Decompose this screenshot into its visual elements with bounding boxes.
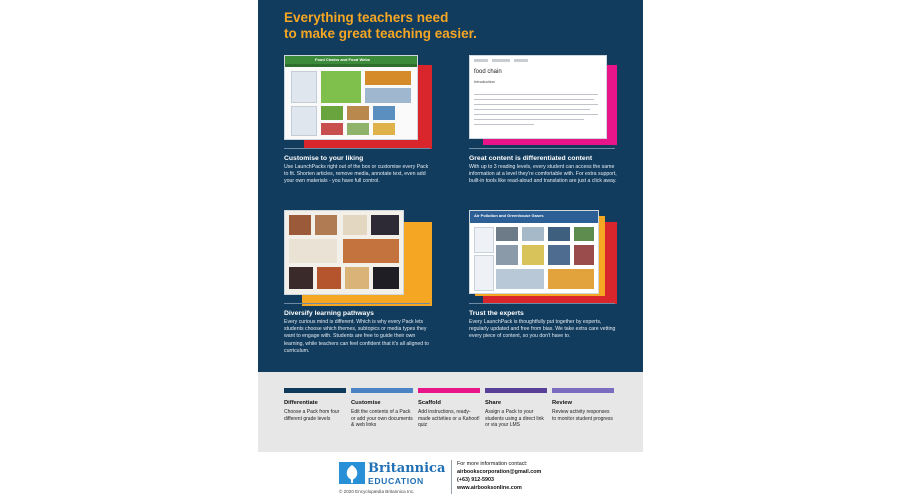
divider — [284, 303, 430, 304]
step-body: Edit the contents of a Pack or add your own documents & web links — [351, 409, 413, 429]
customise-screenshot — [284, 55, 434, 150]
image-thumb — [321, 123, 343, 135]
image-planet — [289, 267, 313, 289]
contact-website[interactable]: www.airbooksonline.com — [457, 485, 522, 491]
step-differentiate — [284, 388, 346, 422]
headline-line-1: Everything teachers need — [284, 10, 449, 25]
feature-title-pathways: Diversify learning pathways — [284, 310, 374, 317]
step-body: Review activity responses to monitor student progress — [552, 409, 613, 422]
feature-body-experts: Every LaunchPack is thoughtfully put together by experts, regularly updated and free from bias. We take extra care vetting every piece of content, so you don't have to. — [469, 319, 616, 340]
feature-title-customise: Customise to your liking — [284, 155, 364, 162]
image-planet — [317, 267, 341, 289]
image-orange — [365, 71, 411, 85]
image-thumb — [496, 269, 544, 289]
image-thumb — [347, 106, 369, 120]
image-thumb — [321, 106, 343, 120]
image-thumb — [574, 227, 594, 241]
text-line — [474, 99, 594, 100]
headline-line-2: to make great teaching easier. — [284, 26, 477, 41]
step-title: Scaffold — [418, 400, 441, 406]
contact-intro: For more information contact: — [457, 461, 528, 467]
step-body: Choose a Pack from four different grade levels — [284, 409, 340, 422]
brand-name: Britannica — [368, 461, 446, 476]
image-thumb — [496, 245, 518, 265]
feature-body-differentiated: With up to 3 reading levels, every student can access the same information at a level they're comfortable with. For extra support, built-in tools like read-aloud and translation are just a click away. — [469, 164, 617, 185]
image-thumb — [522, 245, 544, 265]
text-line — [474, 119, 584, 120]
feature-body-customise: Use LaunchPacks right out of the box or customise every Pack to fit. Shorten articles, remove media, annotate text, even add your own materials - you have full control. — [284, 164, 429, 185]
site-title: Air Pollution and Greenhouse Gases — [474, 213, 544, 218]
image-thumb — [574, 245, 594, 265]
step-body: Assign a Pack to your students using a direct link or via your LMS — [485, 409, 544, 429]
contact-phone: (+63) 912-5903 — [457, 477, 495, 483]
card — [291, 71, 317, 103]
navy-panel — [258, 0, 643, 372]
screenshot-frame — [284, 210, 404, 295]
divider — [469, 148, 615, 149]
image-card — [343, 215, 367, 235]
card — [474, 227, 494, 253]
steps-band — [258, 372, 643, 452]
step-title: Differentiate — [284, 400, 318, 406]
step-color-bar — [552, 388, 614, 393]
image-thumb — [548, 245, 570, 265]
feature-title-differentiated: Great content is differentiated content — [469, 155, 593, 162]
screenshot-frame — [469, 55, 607, 139]
card — [474, 255, 494, 291]
screenshot-frame — [284, 55, 418, 140]
image-thumb — [347, 123, 369, 135]
site-title: Food Chains and Food Webs — [315, 57, 371, 62]
image-blue — [365, 88, 411, 103]
text-line — [474, 104, 598, 105]
experts-screenshot — [469, 210, 619, 305]
step-color-bar — [284, 388, 346, 393]
copyright: © 2020 Encyclopædia Britannica Inc. — [339, 489, 415, 494]
footer — [258, 452, 643, 500]
article-subtitle: Introduction — [474, 79, 495, 84]
feature-title-experts: Trust the experts — [469, 310, 524, 317]
toolbar-tab — [514, 59, 528, 62]
step-share — [485, 388, 547, 429]
screenshot-frame — [469, 210, 599, 294]
image-mars — [289, 215, 311, 235]
image-surface — [343, 239, 399, 263]
image-thumb — [548, 227, 570, 241]
differentiated-screenshot — [469, 55, 619, 150]
article-title: food chain — [474, 69, 502, 75]
step-review — [552, 388, 614, 422]
step-color-bar — [351, 388, 413, 393]
toolbar-tab — [492, 59, 510, 62]
text-line — [474, 124, 534, 125]
step-title: Share — [485, 400, 502, 406]
step-scaffold — [418, 388, 480, 429]
contact-email[interactable]: airbookscorporation@gmail.com — [457, 469, 542, 475]
text-line — [474, 94, 598, 95]
britannica-thistle-icon — [339, 462, 365, 484]
image-planet — [345, 267, 369, 289]
divider — [284, 148, 430, 149]
image-green — [321, 71, 361, 103]
divider — [469, 303, 615, 304]
image-rock — [315, 215, 337, 235]
step-color-bar — [418, 388, 480, 393]
pathways-screenshot — [284, 210, 434, 305]
text-line — [474, 114, 598, 115]
text-card — [289, 239, 337, 263]
image-thumb — [522, 227, 544, 241]
step-title: Review — [552, 400, 572, 406]
step-customise — [351, 388, 413, 429]
image-thumb — [548, 269, 594, 289]
image-thumb — [373, 106, 395, 120]
image-thumb — [496, 227, 518, 241]
step-color-bar — [485, 388, 547, 393]
text-line — [474, 109, 590, 110]
site-nav-bar — [285, 64, 417, 67]
brand-education: EDUCATION — [368, 476, 424, 486]
image-space — [373, 267, 399, 289]
headline — [284, 10, 624, 42]
footer-divider — [451, 460, 452, 494]
card — [291, 106, 317, 136]
contact-block — [457, 460, 541, 492]
step-body: Add instructions, ready-made activities or a Kahoot! quiz — [418, 409, 480, 429]
feature-body-pathways: Every curious mind is different. Which is why every Pack lets students choose which themes, subtopics or media types they want to engage with. Students are free to guide their own learning, while teachers can feel confident that it's all aligned to curriculum. — [284, 319, 429, 354]
image-thumb — [373, 123, 395, 135]
step-title: Customise — [351, 400, 381, 406]
toolbar-tab — [474, 59, 488, 62]
flyer-page — [258, 0, 643, 500]
image-space — [371, 215, 399, 235]
